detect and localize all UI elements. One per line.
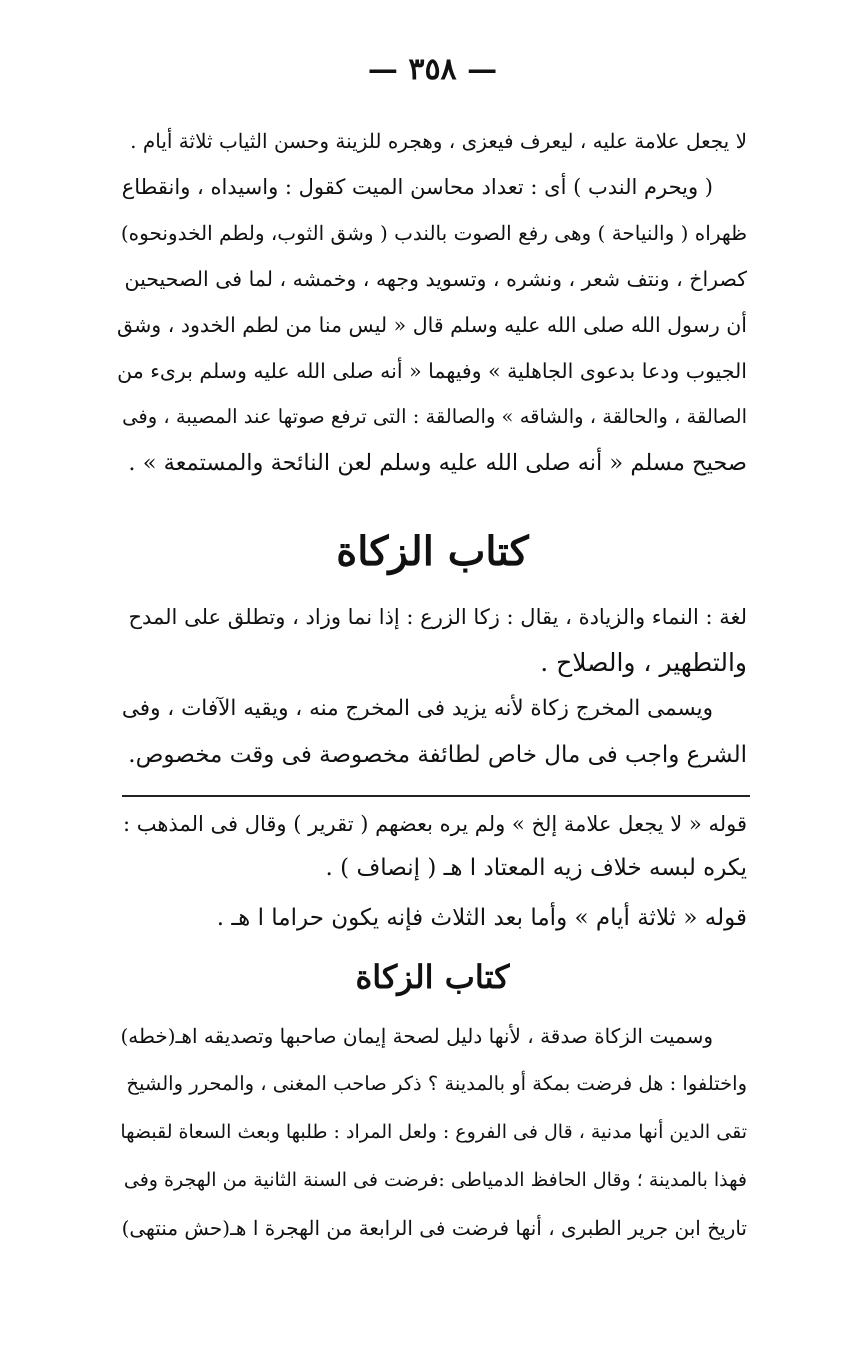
footnote-chapter-heading: كتاب الزكاة	[355, 958, 510, 996]
main-text-section-1	[117, 118, 747, 486]
text-line: أن رسول الله صلى الله عليه وسلم قال « ليس منا من لطم الخدود ، وشق	[117, 313, 747, 337]
text-line: كصراخ ، ونتف شعر ، ونشره ، وتسويد وجهه ، وخمشه ، لما فى الصحيحين	[124, 267, 747, 291]
main-text-section-2	[117, 594, 747, 778]
footnote-line: تاريخ ابن جرير الطبرى ، أنها فرضت فى الرابعة من الهجرة ا هـ(حش منتهى)	[121, 1216, 747, 1240]
text-line: الصالقة ، والحالقة ، والشاقه » والصالقة : التى ترفع صوتها عند المصيبة ، وفى	[122, 405, 747, 428]
footnote-line: واختلفوا : هل فرضت بمكة أو بالمدينة ؟ ذكر صاحب المغنى ، والمحرر والشيخ	[126, 1072, 747, 1095]
footnotes-section-1	[117, 802, 747, 940]
footnote-line: تقى الدين أنها مدنية ، قال فى الفروع : ولعل المراد : طلبها وبعث السعاة لقبضها	[120, 1121, 747, 1143]
text-line: لا يجعل علامة عليه ، ليعرف فيعزى ، وهجره للزينة وحسن الثياب ثلاثة أيام .	[130, 129, 747, 153]
text-line: الجيوب ودعا بدعوى الجاهلية » وفيهما « أنه صلى الله عليه وسلم برىء من	[117, 359, 747, 383]
text-line: ظهراه ( والنياحة ) وهى رفع الصوت بالندب ( وشق الثوب، ولطم الخدونحوه)	[120, 221, 747, 245]
text-line: والتطهير ، والصلاح .	[540, 648, 747, 677]
text-line: الشرع واجب فى مال خاص لطائفة مخصوصة فى وقت مخصوص.	[128, 742, 747, 768]
footnote-divider	[122, 795, 750, 797]
footnotes-section-2	[117, 1012, 747, 1252]
page-number: — ٣٥٨ —	[367, 52, 498, 87]
footnote-line: قوله « ثلاثة أيام » وأما بعد الثلاث فإنه يكون حراما ا هـ .	[216, 905, 747, 931]
text-line: لغة : النماء والزيادة ، يقال : زكا الزرع : إذا نما وزاد ، وتطلق على المدح	[128, 605, 747, 629]
text-line: ويسمى المخرج زكاة لأنه يزيد فى المخرج منه ، ويقيه الآفات ، وفى	[121, 696, 713, 721]
footnote-line: يكره لبسه خلاف زيه المعتاد ا هـ ( إنصاف ) .	[325, 855, 747, 881]
text-line: صحيح مسلم « أنه صلى الله عليه وسلم لعن النائحة والمستمعة » .	[128, 450, 747, 476]
text-line: ( ويحرم الندب ) أى : تعداد محاسن الميت كقول : واسيداه ، وانقطاع	[121, 175, 713, 199]
footnote-line: وسميت الزكاة صدقة ، لأنها دليل لصحة إيمان صاحبها وتصديقه اهـ(خطه)	[120, 1024, 713, 1048]
footnote-line: فهذا بالمدينة ؛ وقال الحافظ الدمياطى :فرضت فى السنة الثانية من الهجرة وفى	[123, 1169, 747, 1191]
chapter-heading: كتاب الزكاة	[336, 528, 529, 575]
footnote-line: قوله « لا يجعل علامة إلخ » ولم يره بعضهم ( تقرير ) وقال فى المذهب :	[122, 812, 747, 836]
